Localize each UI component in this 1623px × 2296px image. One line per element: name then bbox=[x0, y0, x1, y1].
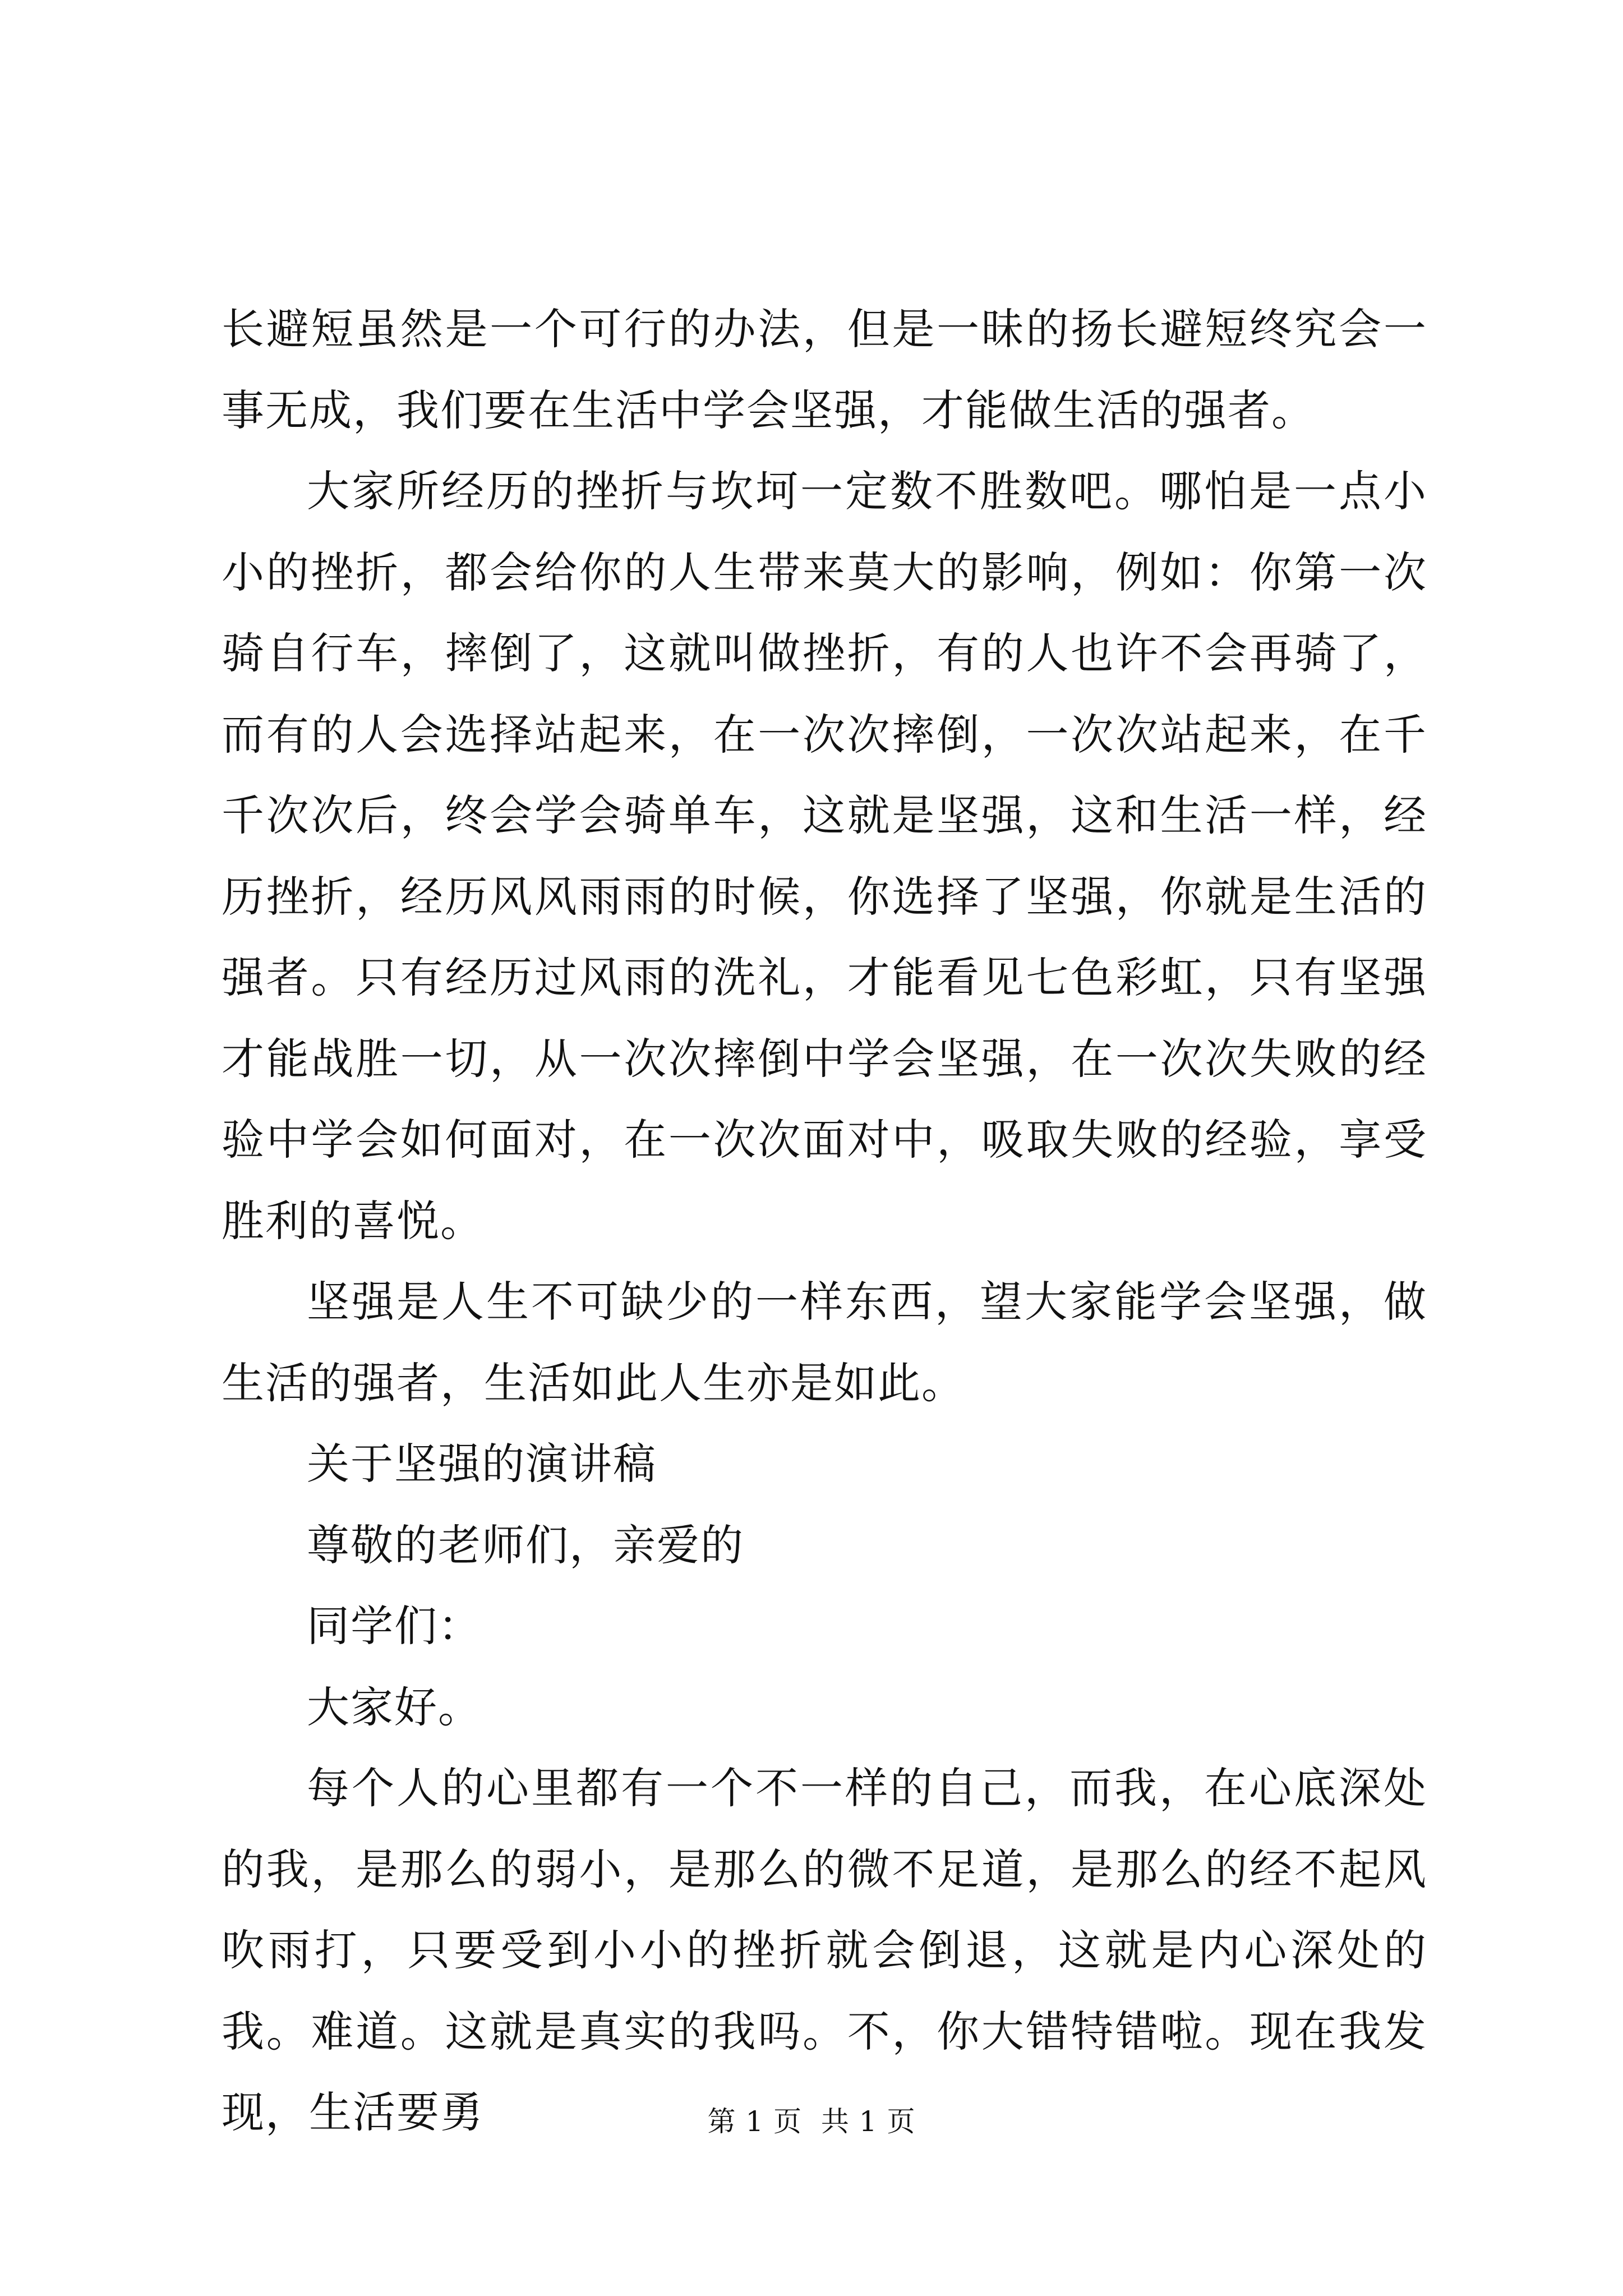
paragraph: 大家所经历的挫折与坎坷一定数不胜数吧。哪怕是一点小小的挫折，都会给你的人生带来莫大的影响，例如：你第一次骑自行车，摔倒了，这就叫做挫折，有的人也许不会再骑了，而有的人会选择站起来，在一次次摔倒，一次次站起来，在千千次次后，终会学会骑单车，这就是坚强，这和生活一样，经历挫折，经历风风雨雨的时候，你选择了坚强，你就是生活的强者。只有经历过风雨的洗礼，才能看见七色彩虹，只有坚强才能战胜一切，从一次次摔倒中学会坚强，在一次次失败的经验中学会如何面对，在一次次面对中，吸取失败的经验，享受胜利的喜悦。 bbox=[222, 466, 1427, 1246]
paragraph: 坚强是人生不可缺少的一样东西，望大家能学会坚强，做生活的强者，生活如此人生亦是如此。 bbox=[222, 1277, 1427, 1408]
paragraph: 长避短虽然是一个可行的办法，但是一昧的扬长避短终究会一事无成，我们要在生活中学会坚强，才能做生活的强者。 bbox=[222, 304, 1427, 435]
document-body bbox=[222, 289, 1427, 2154]
page-footer bbox=[0, 2105, 1623, 2138]
salutation-line: 同学们： bbox=[307, 1601, 482, 1651]
greeting-line: 大家好。 bbox=[307, 1682, 482, 1732]
paragraph: 每个人的心里都有一个不一样的自己，而我，在心底深处的我，是那么的弱小，是那么的微不足道，是那么的经不起风吹雨打，只要受到小小的挫折就会倒退，这就是内心深处的我。难道。这就是真实的我吗。不，你大错特错啦。现在我发现，生活要勇 bbox=[222, 1763, 1427, 2137]
salutation-line: 尊敬的老师们，亲爱的 bbox=[307, 1520, 744, 1570]
speech-title: 关于坚强的演讲稿 bbox=[307, 1439, 657, 1489]
page-number-label: 第 1 页 共 1 页 bbox=[707, 2105, 916, 2138]
